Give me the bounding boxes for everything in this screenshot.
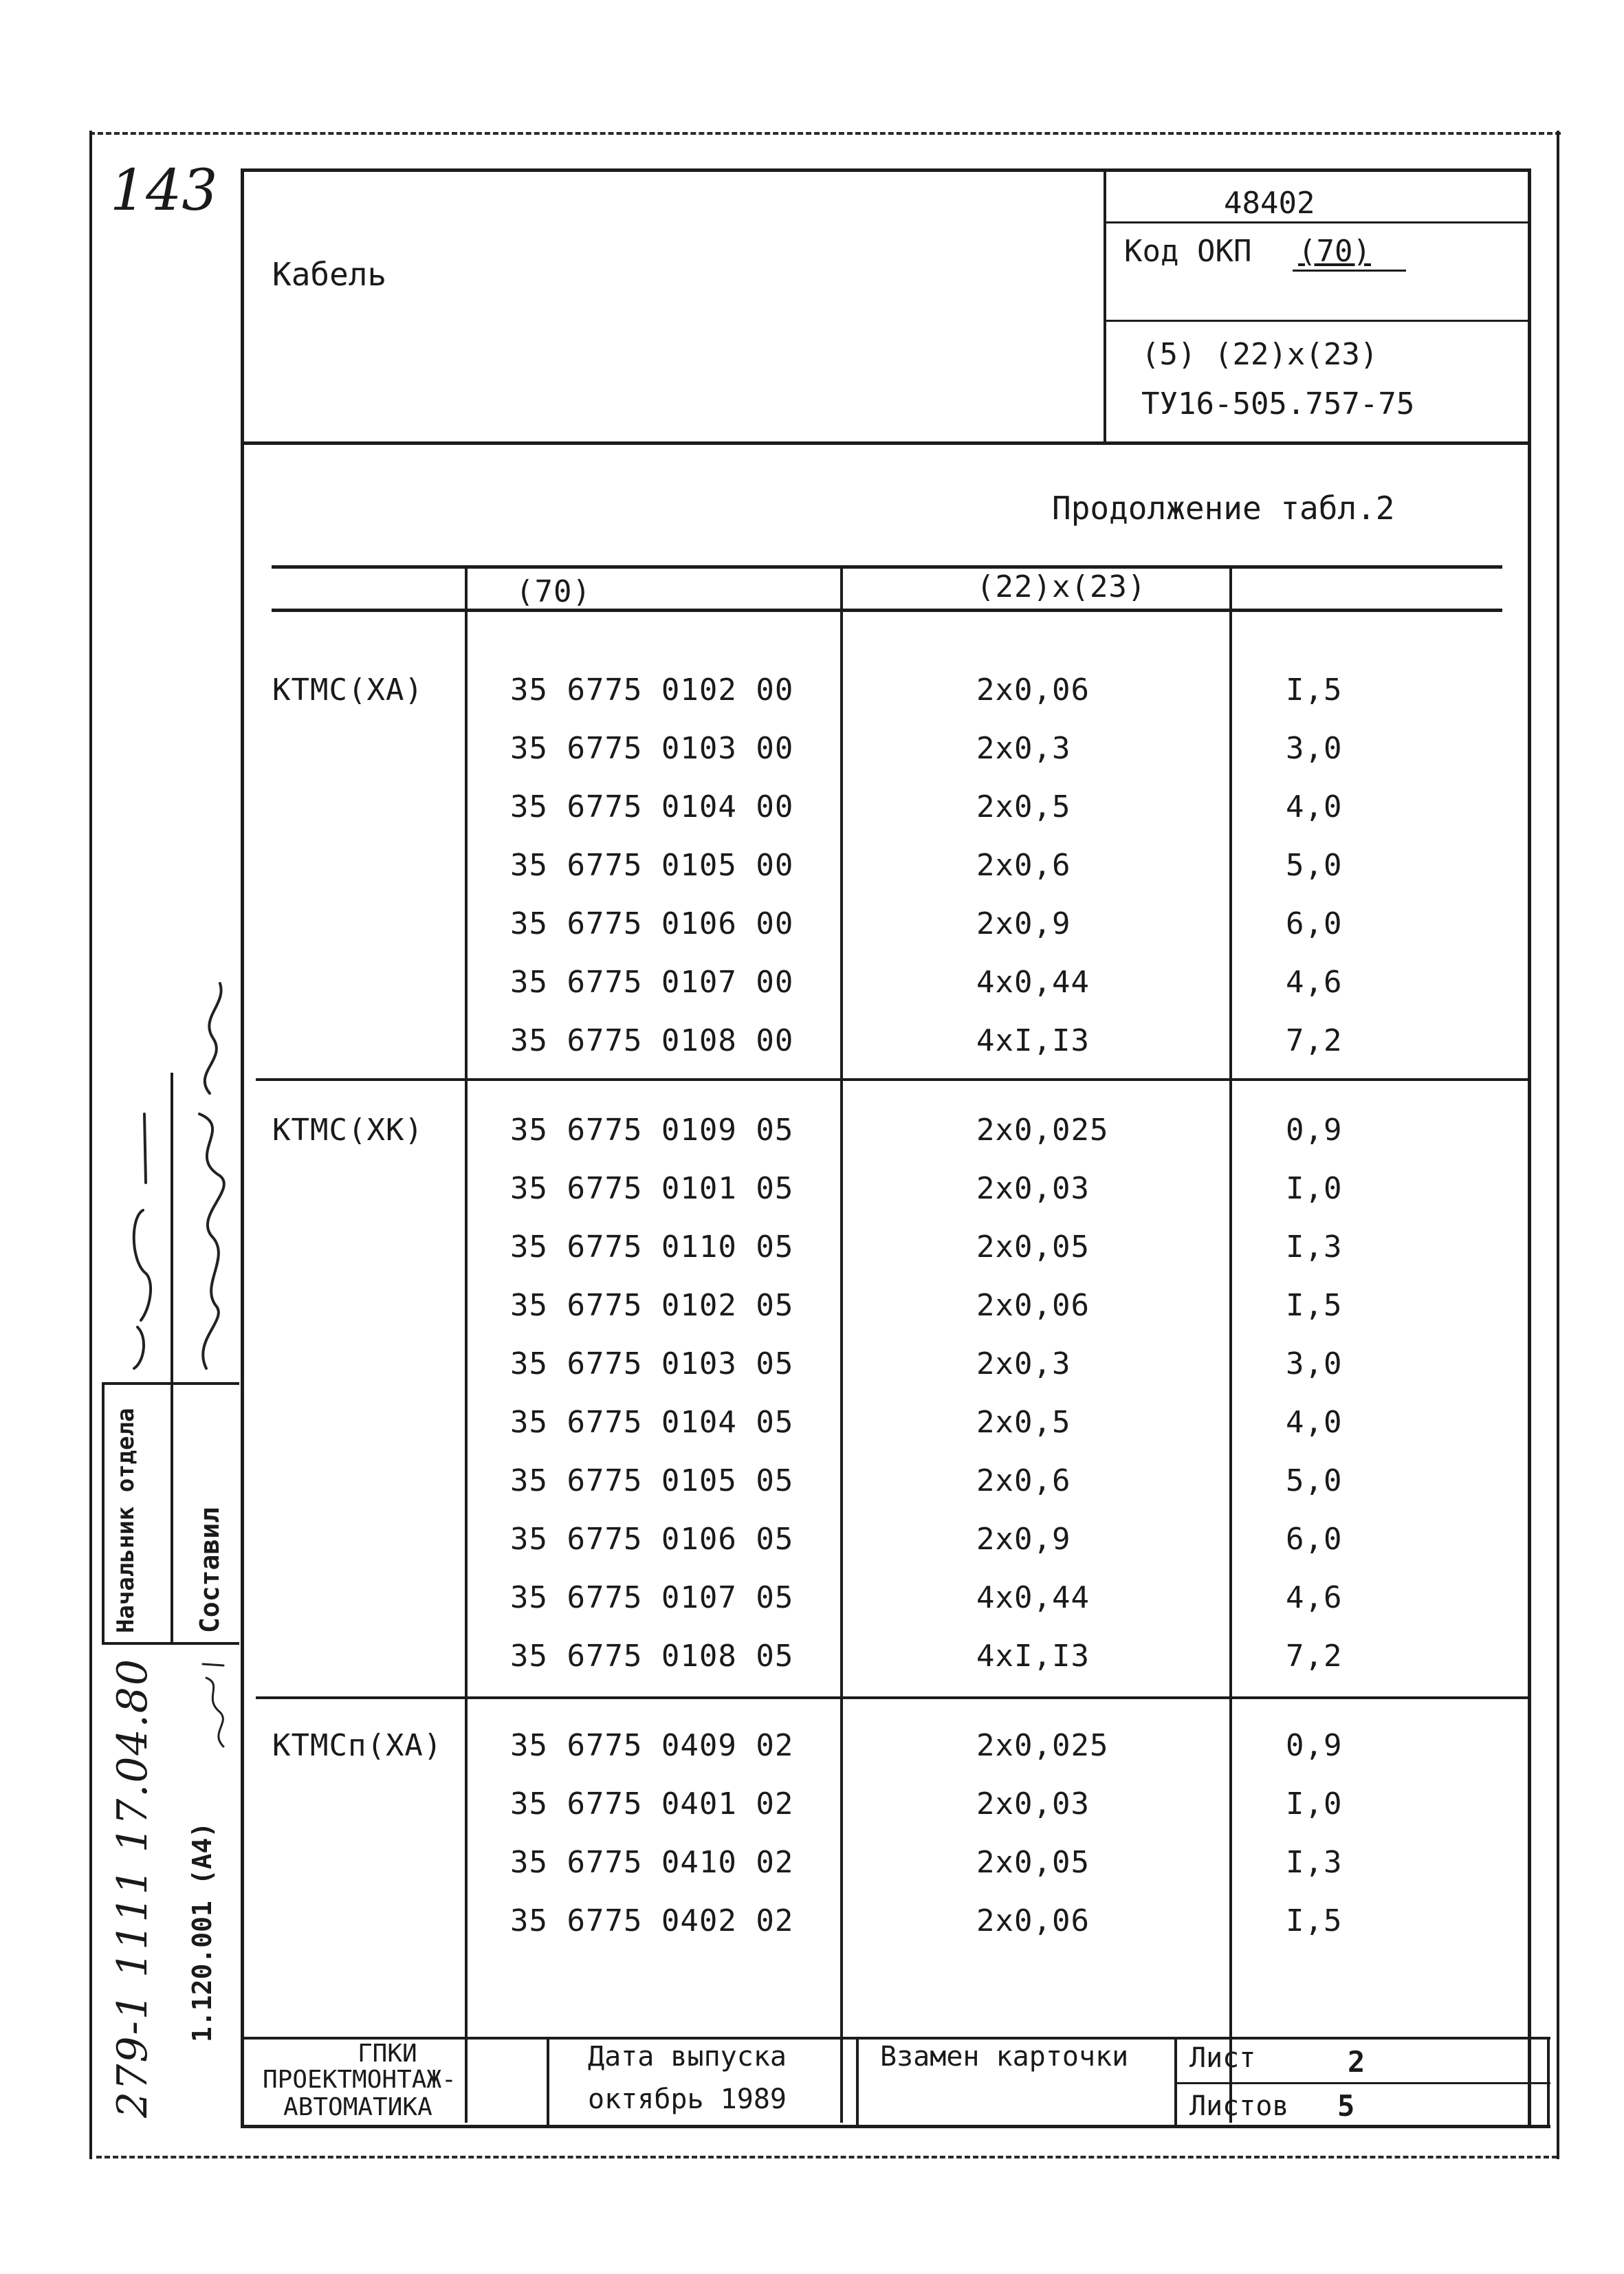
row-value: 4,0 (1286, 1405, 1343, 1440)
frame-bottom-dashed (96, 2156, 1557, 2158)
row-value: I,0 (1286, 1171, 1343, 1206)
row-value: I,5 (1286, 1903, 1343, 1938)
row-code: 35 6775 0410 02 (510, 1845, 794, 1880)
row-size: 2x0,03 (976, 1171, 1090, 1206)
okp-underline (1293, 270, 1406, 272)
row-code: 35 6775 0108 05 (510, 1639, 794, 1674)
sheets-value: 5 (1337, 2089, 1355, 2123)
row-value: 6,0 (1286, 906, 1343, 941)
footer-col-2 (856, 2037, 859, 2126)
row-value: 7,2 (1286, 1639, 1343, 1674)
row-size: 2x0,9 (976, 906, 1071, 941)
signature-head (103, 1100, 172, 1375)
row-size: 4x0,44 (976, 1580, 1090, 1615)
stamp-head-label: Начальник отдела (112, 1408, 140, 1633)
card-bottom-border (241, 2125, 1550, 2128)
stamp-compiled-label: Составил (195, 1507, 225, 1633)
spec-ref: ТУ16-505.757-75 (1141, 386, 1415, 422)
header-bottom-border (241, 441, 1530, 445)
row-code: 35 6775 0101 05 (510, 1171, 794, 1206)
row-value: 3,0 (1286, 731, 1343, 766)
card-right-border (1528, 168, 1531, 2128)
col-header-size: (22)x(23) (976, 569, 1147, 604)
table-col-line-1 (465, 565, 468, 2123)
okp-ref: (70) (1298, 234, 1371, 269)
row-value: 7,2 (1286, 1023, 1343, 1058)
row-size: 2x0,5 (976, 1405, 1071, 1440)
row-code: 35 6775 0102 05 (510, 1288, 794, 1323)
row-value: 0,9 (1286, 1113, 1343, 1148)
row-code: 35 6775 0106 05 (510, 1522, 794, 1557)
row-value: 6,0 (1286, 1522, 1343, 1557)
row-code: 35 6775 0105 00 (510, 848, 794, 883)
row-size: 2x0,025 (976, 1728, 1109, 1763)
row-size: 2x0,3 (976, 1346, 1071, 1381)
frame-left-line (89, 131, 92, 2159)
row-size: 2x0,05 (976, 1229, 1090, 1265)
row-code: 35 6775 0110 05 (510, 1229, 794, 1265)
row-size: 2x0,05 (976, 1845, 1090, 1880)
row-code: 35 6775 0402 02 (510, 1903, 794, 1938)
frame-top-dashed (89, 132, 1561, 135)
row-code: 35 6775 0106 00 (510, 906, 794, 941)
row-code: 35 6775 0105 05 (510, 1463, 794, 1498)
group-name: КТМС(ХА) (272, 673, 424, 708)
row-code: 35 6775 0104 05 (510, 1405, 794, 1440)
footer-top-line (241, 2037, 1550, 2040)
row-value: 0,9 (1286, 1728, 1343, 1763)
row-size: 4xI,I3 (976, 1023, 1090, 1058)
footer-right-border (1547, 2037, 1550, 2126)
footer-col-3 (1174, 2037, 1177, 2126)
signature-small (196, 1657, 237, 1753)
row-size: 2x0,5 (976, 789, 1071, 824)
row-value: I,0 (1286, 1786, 1343, 1822)
col-header-code: (70) (516, 574, 591, 609)
header-divider-h1 (1104, 221, 1530, 223)
header-divider-h2 (1104, 320, 1530, 322)
row-code: 35 6775 0107 00 (510, 965, 794, 1000)
frame-right-line (1557, 131, 1559, 2159)
stamp-outer-v (102, 1382, 105, 1643)
table-col-line-3 (1229, 565, 1232, 2123)
footer-col-1 (547, 2037, 549, 2126)
group-name: КТМСп(ХА) (272, 1728, 443, 1763)
row-code: 35 6775 0103 00 (510, 731, 794, 766)
row-value: I,3 (1286, 1845, 1343, 1880)
footer-org-line1: ГПКИ (358, 2040, 417, 2068)
okp-label: Код ОКП (1124, 234, 1252, 269)
corner-number: 143 (110, 158, 218, 223)
row-value: 3,0 (1286, 1346, 1343, 1381)
row-value: 4,6 (1286, 1580, 1343, 1615)
row-size: 2x0,6 (976, 1463, 1071, 1498)
row-code: 35 6775 0109 05 (510, 1113, 794, 1148)
footer-sheet-divider (1174, 2082, 1550, 2084)
row-code: 35 6775 0103 05 (510, 1346, 794, 1381)
row-size: 2x0,06 (976, 673, 1090, 708)
stamp-h-bottom (102, 1642, 239, 1645)
row-code: 35 6775 0108 00 (510, 1023, 794, 1058)
stamp-handwritten-ref: 279-1 1111 17.04.80 (109, 1658, 157, 2118)
footer-org-line2: ПРОЕКТМОНТАЖ- (263, 2066, 457, 2094)
row-size: 2x0,6 (976, 848, 1071, 883)
replaces-label: Взамен карточки (880, 2041, 1129, 2073)
row-code: 35 6775 0102 00 (510, 673, 794, 708)
sheet-value: 2 (1348, 2045, 1365, 2079)
release-label: Дата выпуска (588, 2041, 787, 2073)
row-value: I,3 (1286, 1229, 1343, 1265)
release-date: октябрь 1989 (588, 2084, 787, 2115)
stamp-h-top (102, 1382, 239, 1385)
table-group-sep-1 (256, 1078, 1529, 1081)
row-value: I,5 (1286, 673, 1343, 708)
row-size: 4xI,I3 (976, 1639, 1090, 1674)
table-col-line-2 (840, 565, 843, 2123)
header-divider-v (1104, 168, 1106, 444)
table-header-line (272, 609, 1502, 612)
row-value: 4,0 (1286, 789, 1343, 824)
continuation-caption: Продолжение табл.2 (1052, 490, 1395, 527)
group-name: КТМС(ХК) (272, 1113, 424, 1148)
footer-org-line3: АВТОМАТИКА (283, 2093, 432, 2121)
row-size: 4x0,44 (976, 965, 1090, 1000)
stamp-doc-ref: 1.120.001 (А4) (187, 1822, 217, 2042)
row-value: I,5 (1286, 1288, 1343, 1323)
sheets-label: Листов (1189, 2090, 1289, 2122)
row-size: 2x0,03 (976, 1786, 1090, 1822)
row-size: 2x0,3 (976, 731, 1071, 766)
size-label: (5) (22)x(23) (1141, 337, 1379, 372)
row-size: 2x0,06 (976, 1288, 1090, 1323)
row-size: 2x0,06 (976, 1903, 1090, 1938)
row-code: 35 6775 0401 02 (510, 1786, 794, 1822)
row-code: 35 6775 0104 00 (510, 789, 794, 824)
table-group-sep-2 (256, 1696, 1529, 1699)
table-top-line (272, 565, 1502, 569)
row-size: 2x0,025 (976, 1113, 1109, 1148)
sheet-label: Лист (1189, 2042, 1256, 2074)
product-name: Кабель (272, 256, 387, 293)
row-code: 35 6775 0107 05 (510, 1580, 794, 1615)
row-value: 5,0 (1286, 1463, 1343, 1498)
card-top-border (241, 168, 1530, 172)
row-value: 4,6 (1286, 965, 1343, 1000)
row-size: 2x0,9 (976, 1522, 1071, 1557)
row-code: 35 6775 0409 02 (510, 1728, 794, 1763)
signature-compiler (172, 976, 248, 1375)
product-code: 48402 (1224, 186, 1315, 221)
row-value: 5,0 (1286, 848, 1343, 883)
